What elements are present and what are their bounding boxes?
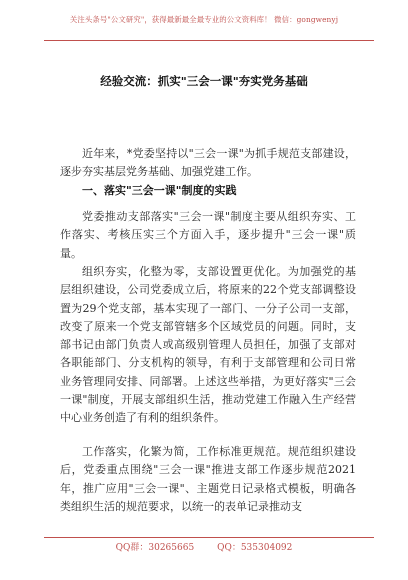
header-divider <box>44 40 374 41</box>
qq-group-text: QQ群：30265665 <box>115 543 195 553</box>
paragraph-2: 组织夯实，化整为零，支部设置更优化。为加强党的基层组织建设，公司党委成立后，将原来的22个党支部调整设置为29个党支部，基本实现了一部门、一分子公司一支部，改变了原来一个党支部管辖多个区域党员的问题。同时，支部书记由部门负责人或高级别管理人员担任，加强了支部对各职能部门、分支机构的领导，有利于支部管理和公司日常业务管理同安排、同部署。上述这些举措，为更好落实"三会一课"制度，开展支部组织生活，推动党建工作融入生产经营中心业务创造了有利的组织条件。 <box>60 265 356 425</box>
paragraph-3: 工作落实，化繁为简，工作标准更规范。规范组织建设后，党委重点围绕"三会一课"推进支部工作逐步规范2021年，推广应用"三会一课"、主题党日记录格式模板，明确各类组织生活的规范要求，以统一的表单记录推动支 <box>60 445 356 513</box>
footer-divider <box>44 537 374 538</box>
contact-footer <box>0 540 408 553</box>
intro-paragraph: 近年来，*党委坚持以"三会一课"为抓手规范支部建设，逐步夯实基层党务基础、加强党建工作。 <box>60 147 356 179</box>
qq-number-text: QQ：535304092 <box>217 543 293 553</box>
paragraph-1: 党委推动支部落实"三会一课"制度主要从组织夯实、工作落实、考核压实三个方面入手，逐步提升"三会一课"质量。 <box>60 210 356 260</box>
section-heading-1: 一、落实"三会一课"制度的实践 <box>82 184 237 197</box>
promo-header: 关注头条号"公文研究"，获得最新最全最专业的公文资料库！ 微信：gongwenyj <box>69 15 339 24</box>
document-title: 经验交流：抓实"三会一课"夯实党务基础 <box>100 74 308 88</box>
